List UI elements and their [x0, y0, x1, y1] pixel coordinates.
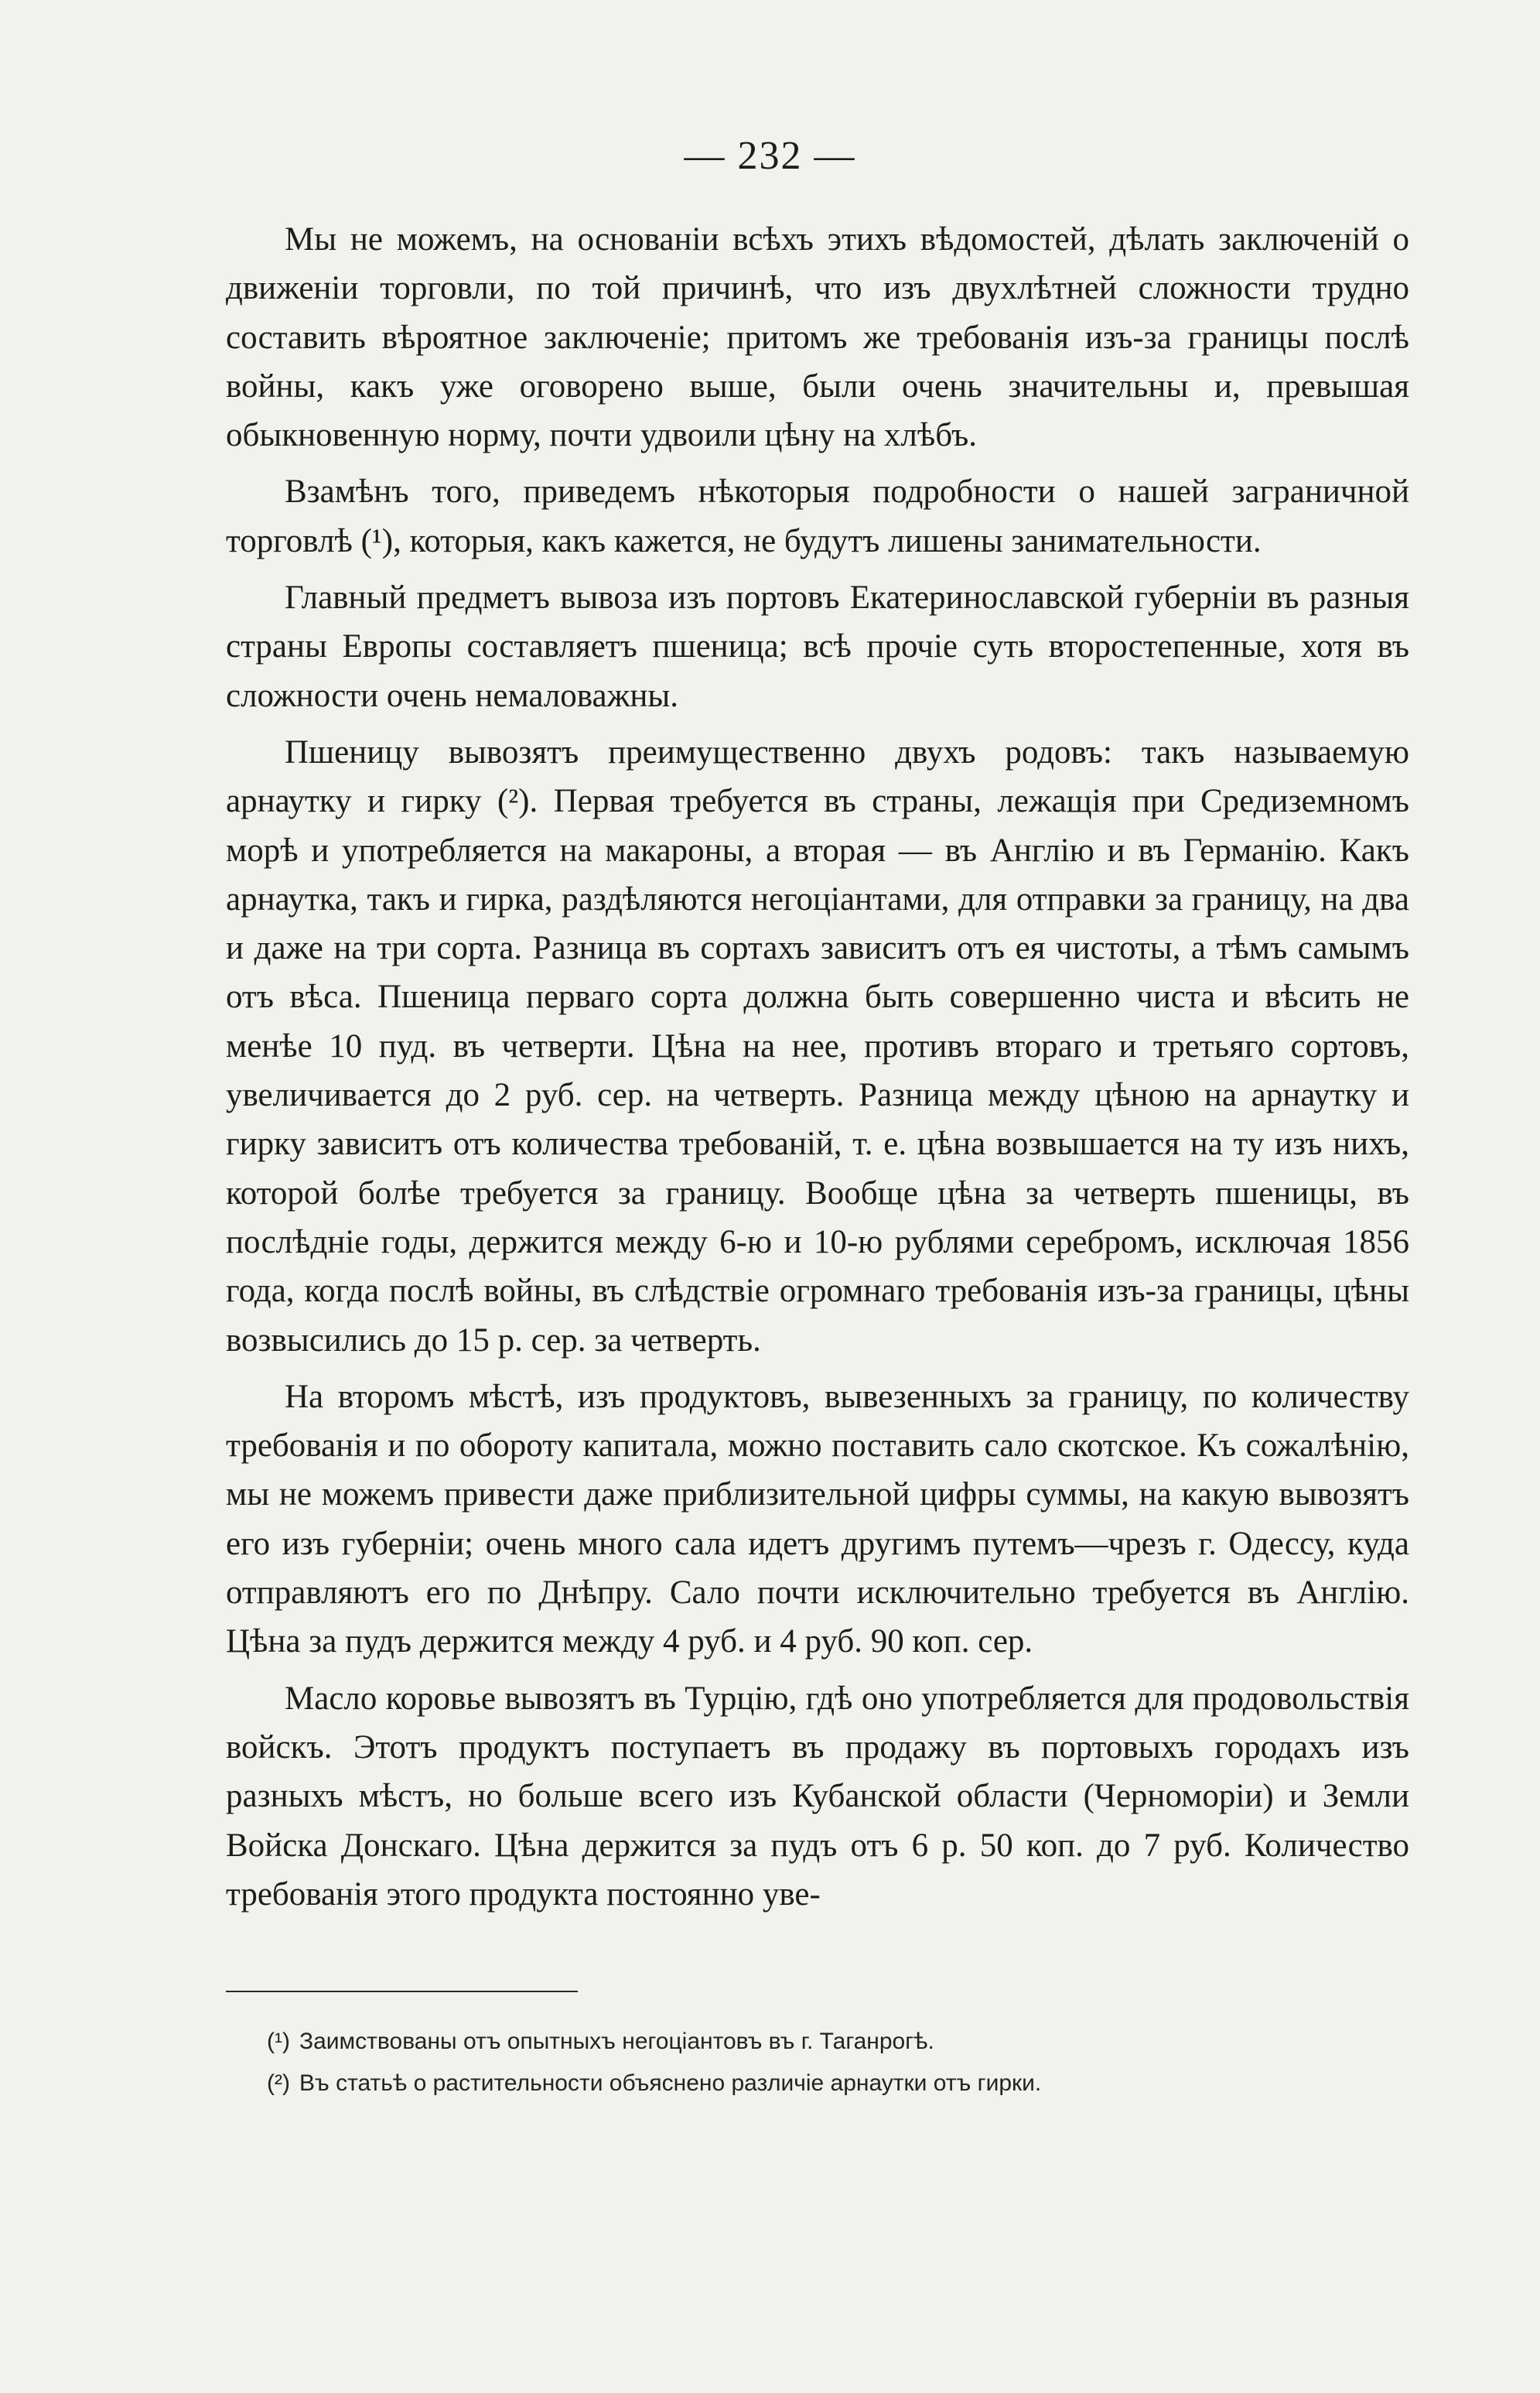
paragraph: Взамѣнъ того, приведемъ нѣкоторыя подробности о нашей заграничной торговлѣ (¹), которыя, какъ кажется, не будутъ лишены занимательности. [226, 473, 1409, 559]
footnote [267, 2021, 1404, 2063]
footnote-text: Заимствованы отъ опытныхъ негоцiантовъ въ г. Таганрогѣ. [299, 2029, 934, 2054]
paragraph: Главный предметъ вывоза изъ портовъ Екатеринославской губернiи въ разныя страны Европы составляетъ пшеница; всѣ прочiе суть второстепенные, хотя въ сложности очень немаловажны. [226, 579, 1409, 714]
paragraph: Масло коровье вывозятъ въ Турцiю, гдѣ оно употребляется для продовольствiя войскъ. Этотъ продуктъ поступаетъ въ продажу въ портовыхъ городахъ изъ разныхъ мѣстъ, но больше всего изъ Кубанской области (Черноморiи) и Земли Войска Донскаго. Цѣна держится за пудъ отъ 6 р. 50 коп. до 7 руб. Количество требованiя этого продукта постоянно уве- [226, 1680, 1409, 1913]
footnote-mark: (²) [267, 2070, 290, 2096]
paragraph: Пшеницу вывозятъ преимущественно двухъ родовъ: такъ называемую арнаутку и гирку (²). Первая требуется въ страны, лежащiя при Средиземномъ морѣ и употребляется на макароны, а вторая — въ Англiю и въ Германiю. Какъ арнаутка, такъ и гирка, раздѣляются негоцiантами, для отправки за границу, на два и даже на три сорта. Разница въ сортахъ зависитъ отъ ея чистоты, а тѣмъ самымъ отъ вѣса. Пшеница перваго сорта должна быть совершенно чиста и вѣсить не менѣе 10 пуд. въ четверти. Цѣна на нее, противъ втораго и третьяго сортовъ, увеличивается до 2 руб. сер. на четверть. Разница между цѣною на арнаутку и гирку зависитъ отъ количества требованiй, т. е. цѣна возвышается на ту изъ нихъ, которой болѣе требуется за границу. Вообще цѣна за четверть пшеницы, въ послѣднiе годы, держится между 6-ю и 10-ю рублями серебромъ, исключая 1856 года, когда послѣ войны, въ слѣдствiе огромнаго требованiя изъ-за границы, цѣны возвысились до 15 р. сер. за четверть. [226, 733, 1409, 1359]
paragraph: Мы не можемъ, на основанiи всѣхъ этихъ вѣдомостей, дѣлать заключенiй о движенiи торговли, по той причинѣ, что изъ двухлѣтней сложности трудно составить вѣроятное заключенiе; притомъ же требованiя изъ-за границы послѣ войны, какъ уже оговорено выше, были очень значительны и, превышая обыкновенную норму, почти удвоили цѣну на хлѣбъ. [226, 221, 1409, 454]
paragraph: На второмъ мѣстѣ, изъ продуктовъ, вывезенныхъ за границу, по количеству требованiя и по обороту капитала, можно поставить сало скотское. Къ сожалѣнiю, мы не можемъ привести даже приблизительной цифры суммы, на какую вывозятъ его изъ губернiи; очень много сала идетъ другимъ путемъ—чрезъ г. Одессу, куда отправляютъ его по Днѣпру. Сало почти исключительно требуется въ Англiю. Цѣна за пудъ держится между 4 руб. и 4 руб. 90 коп. сер. [226, 1378, 1409, 1660]
footnote-text: Въ статьѣ о растительности объяснено различiе арнаутки отъ гирки. [299, 2070, 1042, 2096]
footnote-mark: (¹) [267, 2029, 290, 2054]
footnote [267, 2063, 1404, 2104]
footnotes [267, 2021, 1404, 2104]
body-text [226, 215, 1409, 1926]
page-number: — 232 — [684, 134, 856, 178]
footnote-divider [226, 1991, 578, 1992]
